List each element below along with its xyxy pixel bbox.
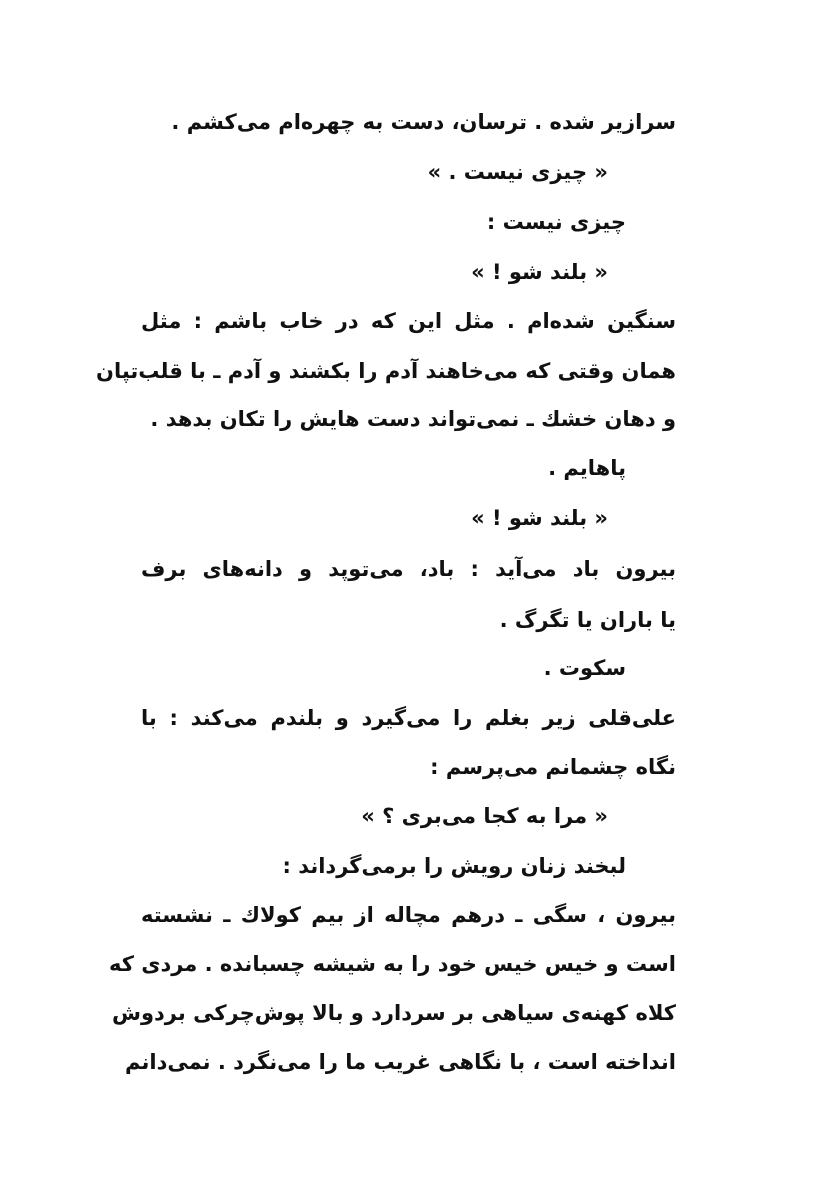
text-line: سرازیر شده . ترسان، دست به چهره‌ام می‌کشم . [171, 110, 676, 134]
text-line: سکوت . [543, 656, 626, 680]
text-line: پاهایم . [548, 456, 626, 480]
text-line: همان وقتی که می‌خاهند آدم را بکشند و آدم ـ با قلب‌تپان [96, 359, 676, 383]
text-line: بیرون باد می‌آید : باد، می‌توپد و دانه‌های برف [141, 557, 676, 581]
text-line: لبخند زنان رویش را برمی‌گرداند : [282, 854, 626, 878]
text-line: کلاه کهنه‌ی سیاهی بر سردارد و بالا پوش‌چرکی بردوش [112, 1001, 676, 1025]
text-line: چیزی نیست : [486, 210, 626, 234]
quoted-line: « مرا به کجا می‌بری ؟ » [361, 804, 608, 828]
quoted-line: « بلند شو ! » [471, 260, 608, 284]
text-line: انداخته است ، با نگاهی غریب ما را می‌نگرد . نمی‌دانم [125, 1050, 676, 1074]
text-line: علی‌قلی زیر بغلم را می‌گیرد و بلندم می‌کند : با [141, 706, 676, 730]
text-line: نگاه چشمانم می‌پرسم : [430, 755, 676, 779]
text-line: و دهان خشك ـ نمی‌تواند دست هایش را تکان بدهد . [150, 407, 676, 431]
text-line: است و خیس خیس خود را به شیشه چسبانده . مردی که [108, 952, 676, 976]
quoted-line: « بلند شو ! » [471, 506, 608, 530]
text-line: سنگین شده‌ام . مثل این که در خاب باشم : مثل [141, 309, 676, 333]
quoted-line: « چیزی نیست . » [427, 160, 608, 184]
text-line: یا باران یا تگرگ . [499, 608, 676, 632]
text-line: بیرون ، سگی ـ درهم مچاله از بیم کولاك ـ نشسته [141, 903, 676, 927]
